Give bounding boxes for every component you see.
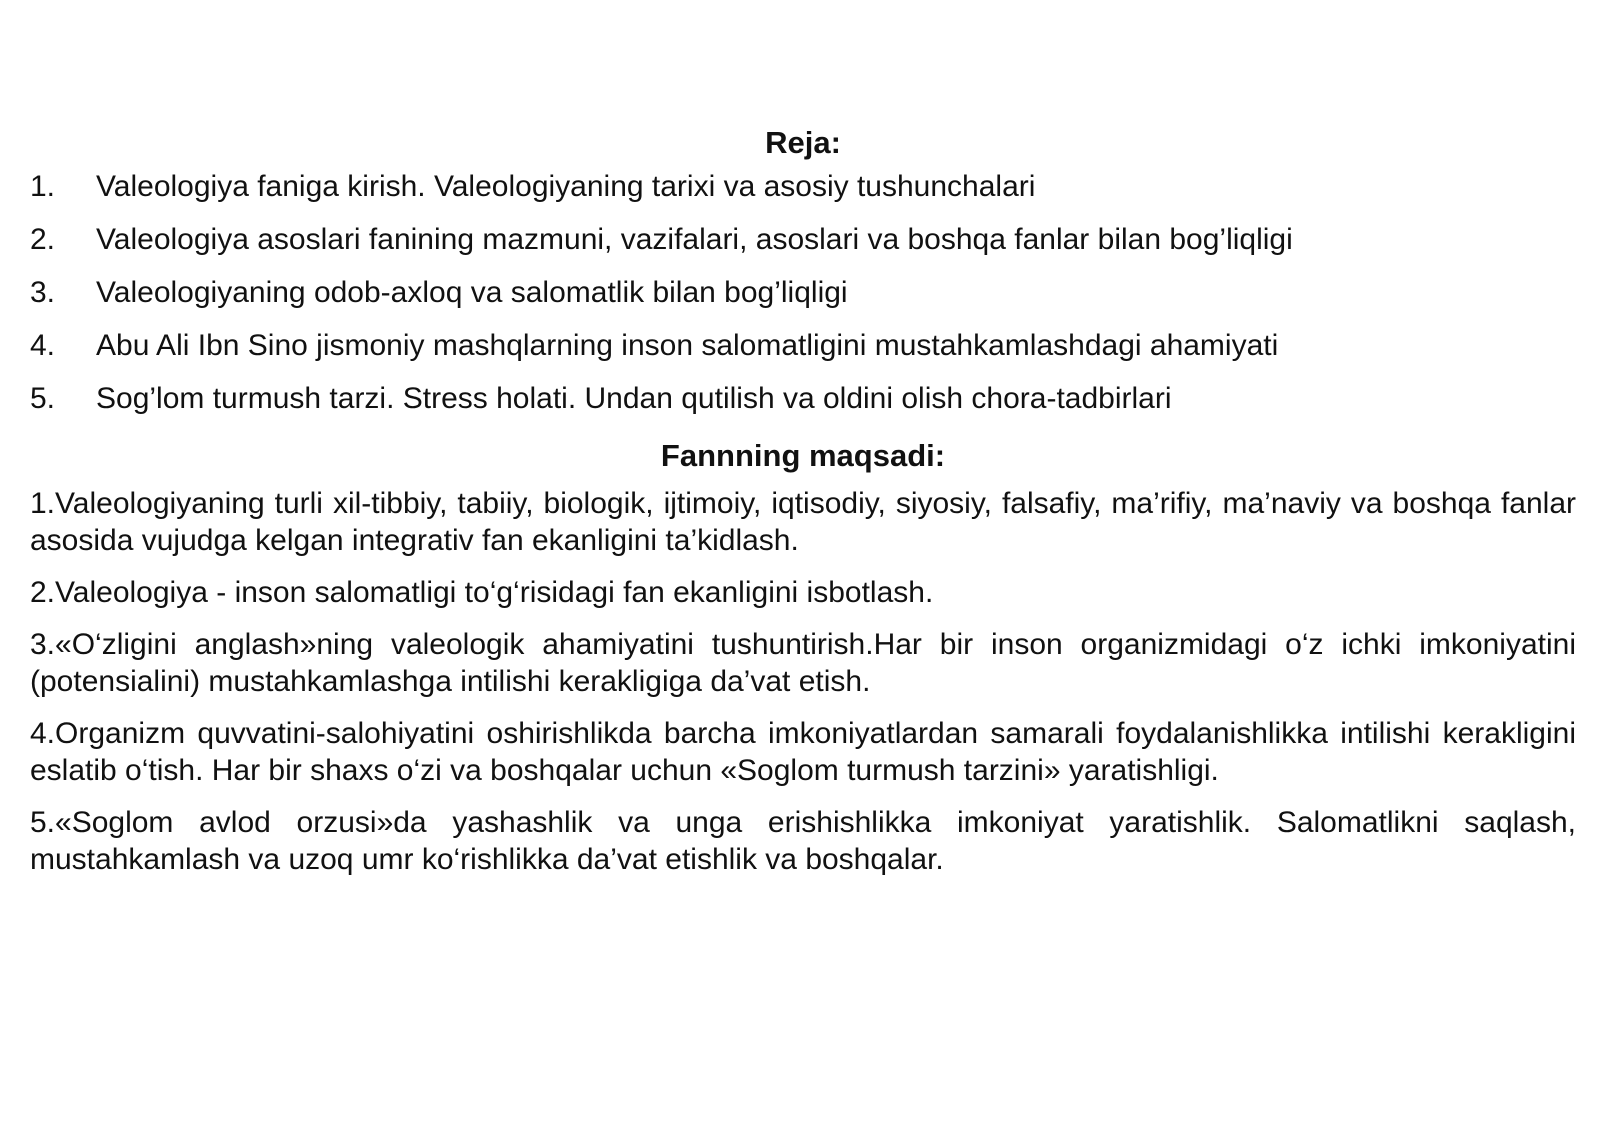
plan-heading: Reja: bbox=[765, 125, 841, 160]
goal-item: 1.Valeologiyaning turli xil-tibbiy, tabiiy, biologik, ijtimoiy, iqtisodiy, siyosiy, falsafiy, ma’rifiy, ma’naviy va boshqa fanlar asosida vujudga kelgan integrativ fan ekanligini ta’kidlash. bbox=[30, 487, 1576, 557]
plan-item-number: 3. bbox=[30, 276, 56, 309]
plan-item-number: 1. bbox=[30, 170, 56, 203]
goal-item: 2.Valeologiya - inson salomatligi to‘g‘risidagi fan ekanligini isbotlash. bbox=[30, 576, 934, 609]
plan-item bbox=[30, 168, 1576, 221]
goals-heading: Fannning maqsadi: bbox=[660, 438, 946, 473]
plan-item bbox=[30, 327, 1576, 380]
plan-item-number: 4. bbox=[30, 329, 56, 362]
goal-item: 3.«O‘zligini anglash»ning valeologik ahamiyatini tushuntirish.Har bir inson organizmidagi o‘z ichki imkoniyatini (potensialini) mustahkamlashga intilishi kerakligiga da’vat etish. bbox=[30, 628, 1576, 698]
plan-item-text: Sog’lom turmush tarzi. Stress holati. Undan qutilish va oldini olish chora-tadbirlari bbox=[96, 382, 1172, 415]
plan-item-number: 2. bbox=[30, 223, 56, 256]
goal-item: 5.«Soglom avlod orzusi»da yashashlik va unga erishishlikka imkoniyat yaratishlik. Salomatlikni saqlash, mustahkamlash va uzoq umr ko‘rishlikka da’vat etishlik va boshqalar. bbox=[30, 806, 1576, 876]
plan-item-text: Valeologiya asoslari fanining mazmuni, vazifalari, asoslari va boshqa fanlar bilan bog’liqligi bbox=[96, 223, 1293, 256]
plan-item bbox=[30, 380, 1576, 433]
plan-item-text: Valeologiyaning odob-axloq va salomatlik bilan bog’liqligi bbox=[96, 276, 848, 309]
goals-list bbox=[30, 485, 1576, 878]
plan-list bbox=[30, 168, 1576, 433]
plan-item-number: 5. bbox=[30, 382, 56, 415]
plan-item-text: Abu Ali Ibn Sino jismoniy mashqlarning inson salomatligini mustahkamlashdagi ahamiyati bbox=[96, 329, 1279, 362]
slide-content bbox=[30, 124, 1576, 893]
plan-item-text: Valeologiya faniga kirish. Valeologiyaning tarixi va asosiy tushunchalari bbox=[96, 170, 1036, 203]
plan-item bbox=[30, 274, 1576, 327]
goal-item: 4.Organizm quvvatini-salohiyatini oshirishlikda barcha imkoniyatlardan samarali foydalanishlikka intilishi kerakligini eslatib o‘tish. Har bir shaxs o‘zi va boshqalar uchun «Soglom turmush tarzini» yaratishligi. bbox=[30, 717, 1576, 787]
plan-item bbox=[30, 221, 1576, 274]
